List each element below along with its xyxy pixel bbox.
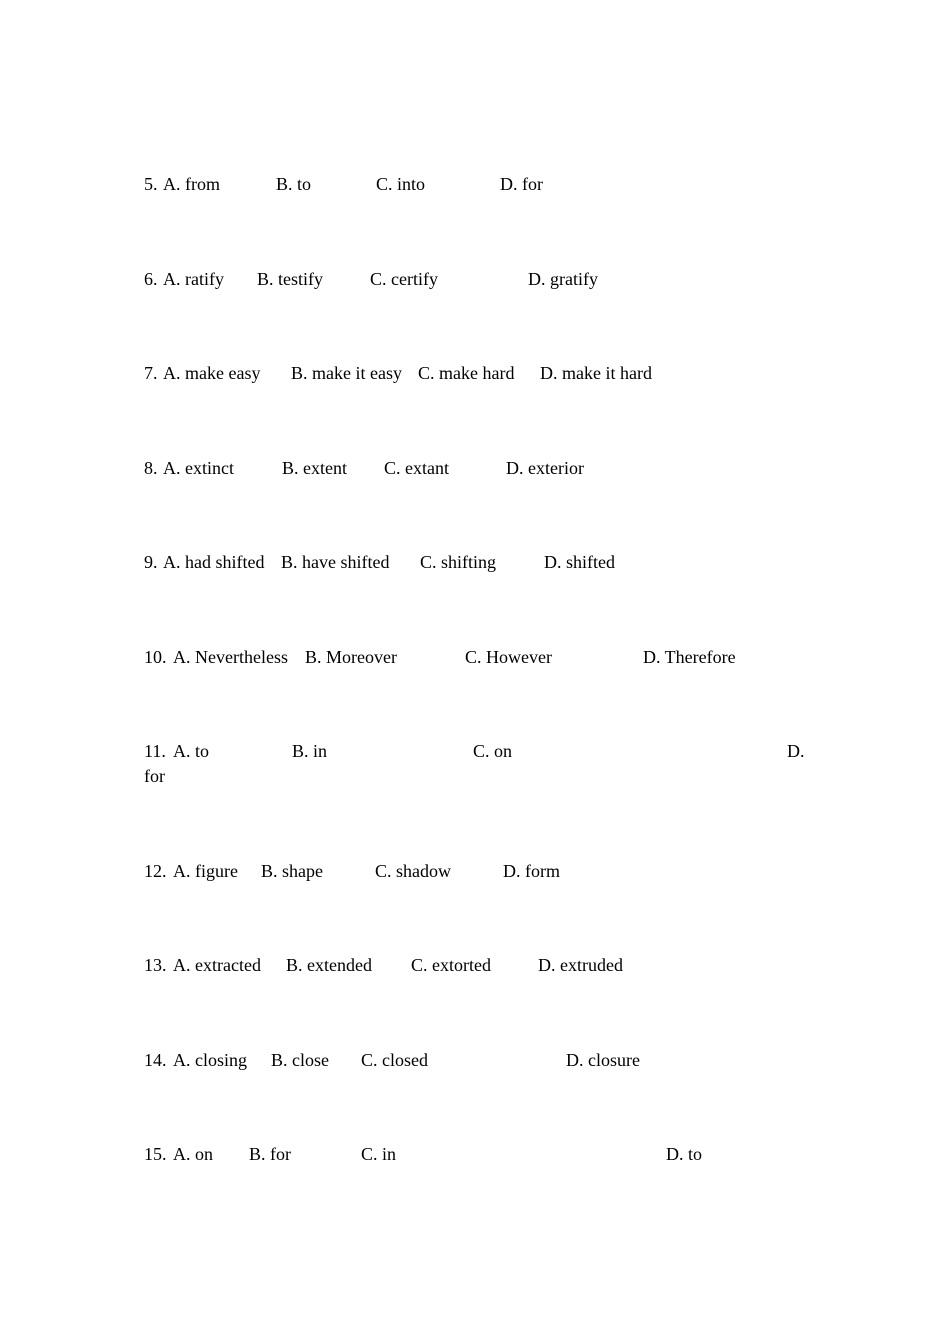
option-a: A. figure	[173, 861, 238, 881]
option-a: A. from	[163, 174, 220, 194]
option-b: B. extended	[286, 955, 372, 975]
option-a: A. to	[173, 741, 209, 761]
option-d: D. for	[500, 174, 543, 194]
question-number: 7.	[144, 363, 158, 383]
question-number: 11.	[144, 741, 166, 761]
option-d: D. closure	[566, 1050, 640, 1070]
question-8	[0, 456, 950, 480]
question-number: 9.	[144, 552, 158, 572]
option-c: C. into	[376, 174, 426, 194]
option-a: A. extracted	[173, 955, 261, 975]
option-c: C. shifting	[420, 552, 497, 572]
option-a: A. had shifted	[163, 552, 265, 572]
option-b: B. make it easy	[291, 363, 402, 383]
question-number: 8.	[144, 458, 158, 478]
option-d: D.	[787, 741, 805, 761]
option-c: C. in	[361, 1144, 397, 1164]
option-c: C. certify	[370, 269, 438, 289]
question-7	[0, 361, 950, 385]
question-9	[0, 550, 950, 574]
option-c: C. on	[473, 741, 513, 761]
option-b: B. testify	[257, 269, 323, 289]
option-c: C. closed	[361, 1050, 428, 1070]
option-a: A. ratify	[163, 269, 224, 289]
option-b: B. have shifted	[281, 552, 390, 572]
option-b: B. for	[249, 1144, 291, 1164]
question-number: 14.	[144, 1050, 167, 1070]
option-d: D. make it hard	[540, 363, 652, 383]
option-b: B. in	[292, 741, 328, 761]
option-c: C. However	[465, 647, 552, 667]
question-number: 10.	[144, 647, 167, 667]
question-number: 15.	[144, 1144, 167, 1164]
question-5	[0, 172, 950, 196]
option-a: A. closing	[173, 1050, 247, 1070]
option-b: B. to	[276, 174, 312, 194]
question-15	[0, 1142, 950, 1166]
option-a: A. make easy	[163, 363, 261, 383]
option-a: A. Nevertheless	[173, 647, 288, 667]
option-b: B. close	[271, 1050, 329, 1070]
question-10	[0, 645, 950, 669]
option-c: C. extant	[384, 458, 449, 478]
question-14	[0, 1048, 950, 1072]
question-12	[0, 859, 950, 883]
question-number: 13.	[144, 955, 167, 975]
option-b: B. extent	[282, 458, 347, 478]
question-11	[0, 739, 950, 789]
option-d: D. extruded	[538, 955, 623, 975]
question-13	[0, 953, 950, 977]
option-c: C. shadow	[375, 861, 451, 881]
option-d: D. gratify	[528, 269, 598, 289]
question-number: 5.	[144, 174, 158, 194]
question-6	[0, 267, 950, 291]
question-number: 12.	[144, 861, 167, 881]
option-c: C. make hard	[418, 363, 515, 383]
option-d: D. Therefore	[643, 647, 736, 667]
option-a: A. on	[173, 1144, 213, 1164]
option-d: D. exterior	[506, 458, 584, 478]
question-number: 6.	[144, 269, 158, 289]
option-d: D. shifted	[544, 552, 615, 572]
option-a: A. extinct	[163, 458, 234, 478]
option-b: B. shape	[261, 861, 323, 881]
option-d: D. form	[503, 861, 560, 881]
option-c: C. extorted	[411, 955, 491, 975]
option-d: D. to	[666, 1144, 702, 1164]
option-d-continued: for	[144, 766, 165, 786]
option-b: B. Moreover	[305, 647, 397, 667]
